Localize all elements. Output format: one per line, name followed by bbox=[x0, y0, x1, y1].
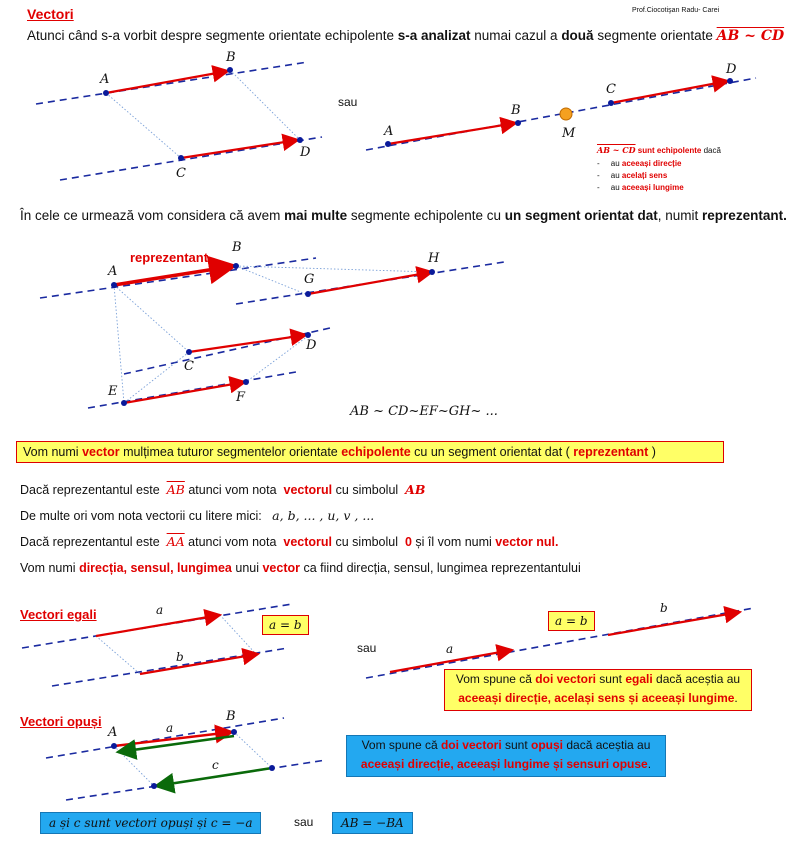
vector-label-b: b bbox=[176, 650, 184, 664]
point-label-m: M bbox=[562, 126, 576, 141]
condition-item: - au aceeași direcție bbox=[597, 159, 682, 168]
opposite-definition-box: Vom spune că doi vectori sunt opuși dacă aceștia au aceeași direcție, aceeași lungime și sensuri opuse. bbox=[346, 735, 666, 777]
notation-line-1: Dacă reprezentantul este $\overline{AB}$ atunci vom nota vectorul cu simbolul AB bbox=[20, 482, 426, 497]
point-label-a3: A bbox=[108, 264, 118, 279]
vector-label-b2: b bbox=[660, 601, 668, 615]
equipollence-chain: AB ~ CD~EF~GH~ ... bbox=[350, 404, 498, 419]
vector-definition-box: Vom numi vector mulțimea tuturor segmentelor orientate echipolente cu un segment orientat dat ( reprezentant ) bbox=[16, 441, 724, 463]
point-label-a2: A bbox=[384, 124, 394, 139]
page-title: Vectori bbox=[27, 6, 74, 22]
condition-item: - au acelați sens bbox=[597, 171, 668, 180]
sau-3: sau bbox=[294, 815, 314, 829]
representative-label: reprezentant bbox=[130, 250, 209, 265]
point-label-b2: B bbox=[511, 103, 521, 118]
midpoint-m bbox=[560, 108, 572, 120]
notation-line-2: De multe ori vom nota vectorii cu litere mici: a, b, ... , u, v , ... bbox=[20, 508, 375, 523]
point-label-d3: D bbox=[306, 338, 317, 353]
point-label-f3: F bbox=[236, 390, 246, 405]
equipollence-note: AB ~ CD sunt echipolente dacă bbox=[597, 145, 721, 155]
point-label-d: D bbox=[300, 145, 311, 160]
author: Prof.Ciocotişan Radu- Carei bbox=[632, 7, 720, 14]
sau-2: sau bbox=[357, 641, 377, 655]
point-label-d2: D bbox=[726, 62, 737, 77]
vector-label-c: c bbox=[212, 758, 219, 772]
point-label-c: C bbox=[176, 166, 186, 181]
point-label-a4: A bbox=[108, 725, 118, 740]
opposite-vectors-heading: Vectori opuși bbox=[20, 714, 102, 729]
opposite-summary-box: a și c sunt vectori opuși și c = −a bbox=[40, 812, 261, 834]
point-label-c3: C bbox=[184, 359, 194, 374]
equal-vectors-heading: Vectori egali bbox=[20, 607, 97, 622]
vector-label-a: a bbox=[156, 603, 164, 617]
notation-line-3: Dacă reprezentantul este $\overline{AA}$ atunci vom nota vectorul cu simbolul 0 și îl vom numi vector nul. bbox=[20, 534, 559, 549]
intro-formula: AB ~ CD bbox=[716, 28, 785, 44]
point-label-b: B bbox=[226, 50, 236, 65]
opposite-formula-box: AB = −BA bbox=[332, 812, 413, 834]
point-label-e3: E bbox=[108, 384, 118, 399]
point-label-h3: H bbox=[428, 251, 440, 266]
vector-label-a2: a bbox=[446, 642, 454, 656]
point-label-b4: B bbox=[226, 709, 236, 724]
condition-item: - au aceeași lungime bbox=[597, 183, 684, 192]
paragraph-representative: În cele ce urmează vom considera că avem mai multe segmente echipolente cu un segment orientat dat, numit reprezentant. bbox=[20, 208, 787, 223]
vector-label-a3: a bbox=[166, 721, 174, 735]
condition-list bbox=[597, 158, 684, 194]
point-label-b3: B bbox=[232, 240, 242, 255]
equal-formula-box-1: a = b bbox=[262, 615, 309, 635]
intro-paragraph: Atunci când s-a vorbit despre segmente orientate echipolente s-a analizat numai cazul a două segmente orientate AB ~ CD bbox=[27, 28, 785, 44]
notation-line-4: Vom numi direcția, sensul, lungimea unui vector ca fiind direcția, sensul, lungimea reprezentantului bbox=[20, 561, 581, 575]
sau-1: sau bbox=[338, 95, 358, 109]
point-label-a: A bbox=[100, 72, 110, 87]
point-label-c2: C bbox=[606, 82, 616, 97]
point-label-g3: G bbox=[304, 272, 315, 287]
equal-formula-box-2: a = b bbox=[548, 611, 595, 631]
equal-definition-box: Vom spune că doi vectori sunt egali dacă aceștia au aceeași direcție, același sens și aceeași lungime. bbox=[444, 669, 752, 711]
